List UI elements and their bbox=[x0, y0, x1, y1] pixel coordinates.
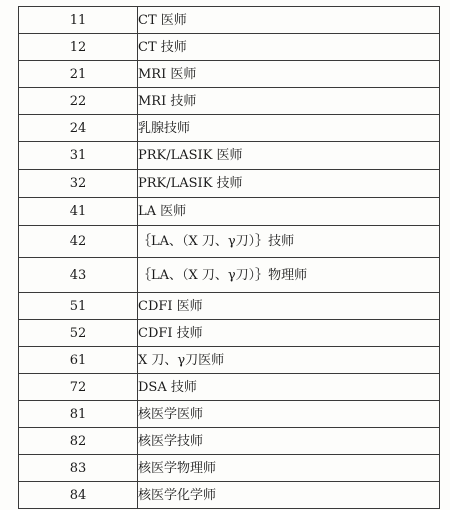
title-cell: PRK/LASIK 技师 bbox=[138, 170, 440, 198]
table-row bbox=[19, 258, 440, 293]
qualification-code-table bbox=[18, 6, 440, 509]
code-cell: 12 bbox=[19, 34, 138, 61]
title-cell: CDFI 医师 bbox=[138, 293, 440, 320]
table-row bbox=[19, 401, 440, 428]
title-cell: X 刀、γ刀医师 bbox=[138, 347, 440, 374]
table-row bbox=[19, 142, 440, 170]
code-cell: 82 bbox=[19, 428, 138, 455]
table-row bbox=[19, 293, 440, 320]
table-row bbox=[19, 115, 440, 142]
table-row bbox=[19, 61, 440, 88]
table-row bbox=[19, 34, 440, 61]
code-cell: 32 bbox=[19, 170, 138, 198]
title-cell: ｛LA、（X 刀、γ刀）｝技师 bbox=[138, 226, 440, 258]
title-cell: LA 医师 bbox=[138, 198, 440, 226]
table-row bbox=[19, 482, 440, 509]
code-cell: 24 bbox=[19, 115, 138, 142]
title-cell: 核医学医师 bbox=[138, 401, 440, 428]
title-cell: CT 技师 bbox=[138, 34, 440, 61]
table-row bbox=[19, 347, 440, 374]
table-row bbox=[19, 198, 440, 226]
title-cell: 核医学技师 bbox=[138, 428, 440, 455]
title-cell: CDFI 技师 bbox=[138, 320, 440, 347]
title-cell: CT 医师 bbox=[138, 7, 440, 34]
code-cell: 43 bbox=[19, 258, 138, 293]
table-row bbox=[19, 455, 440, 482]
table-row bbox=[19, 374, 440, 401]
code-cell: 83 bbox=[19, 455, 138, 482]
table-row bbox=[19, 428, 440, 455]
code-cell: 81 bbox=[19, 401, 138, 428]
code-cell: 11 bbox=[19, 7, 138, 34]
table-row bbox=[19, 7, 440, 34]
code-cell: 42 bbox=[19, 226, 138, 258]
table-row bbox=[19, 88, 440, 115]
code-cell: 22 bbox=[19, 88, 138, 115]
title-cell: 核医学化学师 bbox=[138, 482, 440, 509]
code-cell: 84 bbox=[19, 482, 138, 509]
code-cell: 72 bbox=[19, 374, 138, 401]
title-cell: PRK/LASIK 医师 bbox=[138, 142, 440, 170]
code-cell: 31 bbox=[19, 142, 138, 170]
title-cell: 乳腺技师 bbox=[138, 115, 440, 142]
code-cell: 52 bbox=[19, 320, 138, 347]
title-cell: MRI 医师 bbox=[138, 61, 440, 88]
code-cell: 61 bbox=[19, 347, 138, 374]
table-row bbox=[19, 320, 440, 347]
title-cell: ｛LA、（X 刀、γ刀）｝物理师 bbox=[138, 258, 440, 293]
code-cell: 41 bbox=[19, 198, 138, 226]
code-cell: 21 bbox=[19, 61, 138, 88]
table-row bbox=[19, 226, 440, 258]
title-cell: DSA 技师 bbox=[138, 374, 440, 401]
title-cell: 核医学物理师 bbox=[138, 455, 440, 482]
table-row bbox=[19, 170, 440, 198]
title-cell: MRI 技师 bbox=[138, 88, 440, 115]
code-cell: 51 bbox=[19, 293, 138, 320]
